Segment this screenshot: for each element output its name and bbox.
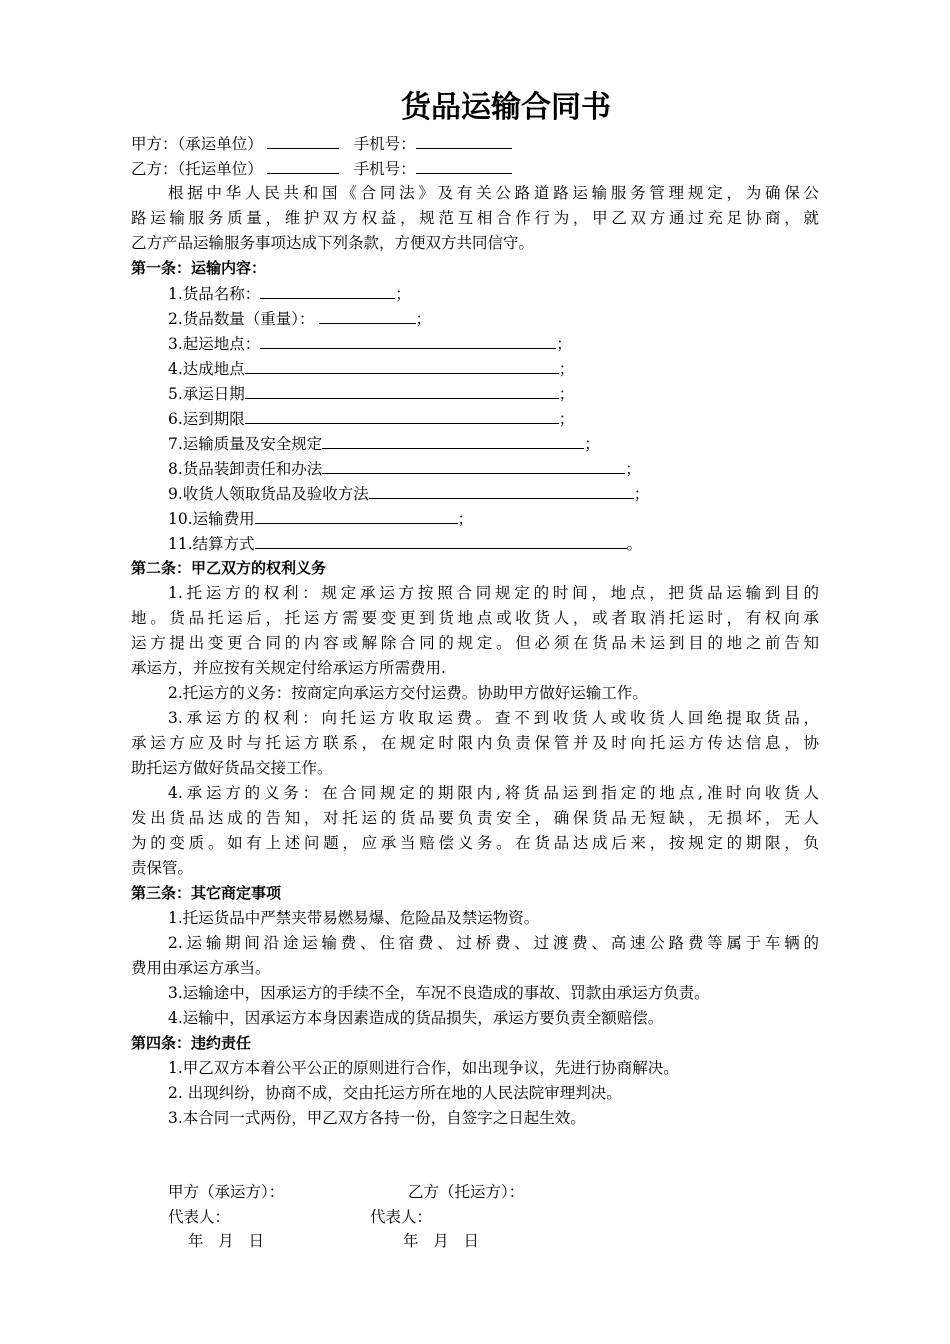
party-b-name-blank[interactable] — [267, 156, 339, 174]
article1-item: 5.承运日期 ； — [168, 381, 574, 407]
paragraph-line: 发出货品达成的告知，对托运的货品要负责安全，确保货品无短缺，无损坏，无人 — [131, 809, 819, 827]
party-b-phone-label: 手机号： — [353, 160, 416, 178]
article1-item: 6.运到期限 ； — [168, 406, 574, 432]
item-blank[interactable] — [255, 506, 458, 524]
party-a-line — [131, 131, 512, 157]
paragraph-line: 3.承运方的权利：向托运方收取运费。查不到收货人或收货人回绝提取货品， — [168, 709, 819, 727]
item-blank[interactable] — [260, 281, 395, 299]
paragraph-line: 为的变质。如有上述问题，应承当赔偿义务。在货品达成后来，按规定的期限，负 — [131, 834, 819, 852]
article3-heading: 第三条：其它商定事项 — [131, 884, 282, 902]
paragraph-line: 4.承运方的义务：在合同规定的期限内,将货品运到指定的地点,准时向收货人 — [168, 784, 819, 802]
article1-item: 4.达成地点 ； — [168, 356, 574, 382]
item-blank[interactable] — [260, 331, 556, 349]
representative-a: 代表人： — [168, 1208, 231, 1226]
paragraph-line: 费用由承运方承当。 — [131, 959, 271, 977]
paragraph-line: 地。货品托运后，托运方需要变更到货地点或收货人，或者取消托运时，有权向承 — [131, 609, 819, 627]
article1-item: 9.收货人领取货品及验收方法 ； — [168, 481, 649, 507]
article1-item: 8.货品装卸责任和办法 ； — [168, 456, 641, 482]
party-b-line — [131, 156, 512, 182]
article1-item: 2.货品数量（重量）： ； — [168, 306, 431, 332]
paragraph-line: 责保管。 — [131, 859, 194, 877]
item-blank[interactable] — [319, 306, 416, 324]
paragraph-line: 运方提出变更合同的内容或解除合同的规定。但必须在货品未运到目的地之前告知 — [131, 634, 819, 652]
paragraph-line: 1.托运货品中严禁夹带易燃易爆、危险品及禁运物资。 — [168, 909, 540, 927]
party-b-phone-blank[interactable] — [416, 156, 512, 174]
item-blank[interactable] — [245, 356, 559, 374]
article1-item: 3.起运地点： ； — [168, 331, 572, 357]
article2-heading: 第二条：甲乙双方的权利义务 — [131, 559, 327, 577]
paragraph-line: 1.托运方的权利：规定承运方按照合同规定的时间，地点，把货品运输到目的 — [168, 584, 819, 602]
preamble-line: 路运输服务质量，维护双方权益，规范互相合作行为，甲乙双方通过充足协商，就 — [131, 209, 819, 227]
item-blank[interactable] — [322, 431, 584, 449]
article1-heading: 第一条：运输内容： — [131, 259, 267, 277]
item-blank[interactable] — [255, 531, 627, 549]
party-a-phone-label: 手机号： — [353, 135, 416, 153]
paragraph-line: 3.运输途中，因承运方的手续不全，车况不良造成的事故、罚款由承运方负责。 — [168, 984, 710, 1002]
preamble-line: 乙方产品运输服务事项达成下列条款，方便双方共同信守。 — [131, 234, 535, 252]
date-a: 年 月 日 — [188, 1232, 265, 1250]
preamble-line: 根据中华人民共和国《合同法》及有关公路道路运输服务管理规定，为确保公 — [168, 184, 819, 202]
paragraph-line: 1.甲乙双方本着公平公正的原则进行合作，如出现争议，先进行协商解决。 — [168, 1059, 679, 1077]
document-title: 货品运输合同书 — [401, 90, 611, 125]
party-b-label: 乙方：（托运单位） — [131, 160, 263, 178]
signature-party-a: 甲方（承运方）： — [168, 1183, 285, 1201]
item-blank[interactable] — [245, 406, 559, 424]
party-a-name-blank[interactable] — [267, 131, 339, 149]
paragraph-line: 4.运输中，因承运方本身因素造成的货品损失，承运方要负责全额赔偿。 — [168, 1009, 664, 1027]
paragraph-line: 承运方，并应按有关规定付给承运方所需费用. — [131, 659, 446, 677]
party-a-label: 甲方：（承运单位） — [131, 135, 263, 153]
item-blank[interactable] — [369, 481, 634, 499]
party-a-phone-blank[interactable] — [416, 131, 512, 149]
representative-b: 代表人： — [370, 1208, 433, 1226]
article1-item: 1.货品名称： ； — [168, 281, 411, 307]
paragraph-line: 2. 出现纠纷，协商不成，交由托运方所在地的人民法院审理判决。 — [168, 1084, 622, 1102]
article4-heading: 第四条：违约责任 — [131, 1034, 252, 1052]
item-blank[interactable] — [322, 456, 625, 474]
item-blank[interactable] — [245, 381, 559, 399]
paragraph-line: 承运方应及时与托运方联系，在规定时限内负责保管并及时向托运方传达信息，协 — [131, 734, 819, 752]
date-b: 年 月 日 — [403, 1232, 480, 1250]
article1-item: 10.运输费用 ； — [168, 506, 473, 532]
paragraph-line: 助托运方做好货品交接工作。 — [131, 759, 333, 777]
paragraph-line: 2.运输期间沿途运输费、住宿费、过桥费、过渡费、高速公路费等属于车辆的 — [168, 934, 819, 952]
paragraph-line: 2.托运方的义务：按商定向承运方交付运费。协助甲方做好运输工作。 — [168, 684, 648, 702]
article1-item: 11.结算方式 。 — [168, 531, 642, 557]
paragraph-line: 3.本合同一式两份，甲乙双方各持一份，自签字之日起生效。 — [168, 1109, 586, 1127]
signature-party-b: 乙方（托运方）： — [408, 1183, 525, 1201]
article1-item: 7.运输质量及安全规定 ； — [168, 431, 600, 457]
